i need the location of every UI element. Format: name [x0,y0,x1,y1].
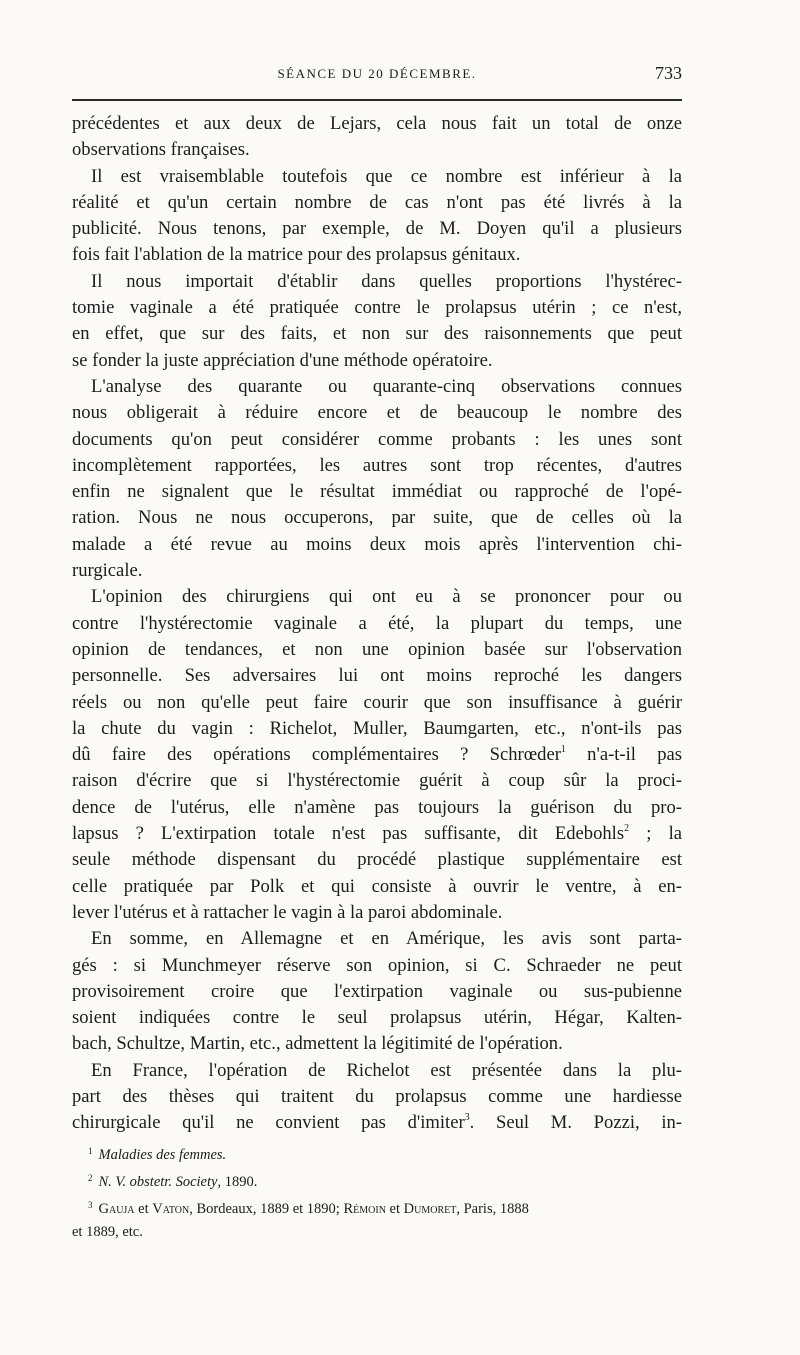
running-head: SÉANCE DU 20 DÉCEMBRE. [277,66,477,81]
text-line: contre l'hystérectomie vaginale a été, la plupart du temps, une [72,612,682,634]
text-line: gés : si Munchmeyer réserve son opinion, si C. Schraeder ne peut [72,954,682,976]
text-segment: lapsus ? L'extirpation totale n'est pas suffisante, dit Edebohls [72,823,625,845]
text-line: rurgicale. [72,560,143,582]
text-line: celle pratiquée par Polk et qui consiste à ouvrir le ventre, à en- [72,875,682,897]
text-line: réels ou non qu'elle peut faire courir que son insuffisance à guérir [72,691,682,713]
text-line: tomie vaginale a été pratiquée contre le prolapsus utérin ; ce n'est, [72,297,682,319]
page-number: 733 [655,63,682,83]
text-segment: n'a-t-il pas [565,744,682,766]
text-line: personnelle. Ses adversaires lui ont moins reproché les dangers [72,665,682,687]
text-line: observations françaises. [72,139,250,161]
text-line: L'opinion des chirurgiens qui ont eu à se prononcer pour ou [91,586,682,608]
text-line: incomplètement rapportées, les autres sont trop récentes, d'autres [72,454,682,476]
footnote-text: et [385,1201,404,1217]
footnote-ref: 3 [464,1112,470,1124]
footnote-text: , 1890. [217,1174,258,1190]
text-line: la chute du vagin : Richelot, Muller, Baumgarten, etc., n'ont-ils pas [72,717,682,739]
footnote-ref: 1 [560,743,566,755]
text-line: dence de l'utérus, elle n'amène pas toujours la guérison du pro- [72,796,682,818]
text-line: opinion de tendances, et non une opinion basée sur l'observation [72,638,682,660]
text-segment: . Seul M. Pozzi, in- [469,1112,682,1134]
text-line: publicité. Nous tenons, par exemple, de M. Doyen qu'il a plusieurs [72,218,682,240]
footnote-text: Maladies des femmes. [98,1147,227,1163]
body-text [72,111,682,1137]
footnote-text: et [134,1201,153,1217]
text-line: en effet, que sur des faits, et non sur des raisonnements que peut [72,323,682,345]
text-line: L'analyse des quarante ou quarante-cinq observations connues [91,375,682,397]
text-line: seule méthode dispensant du procédé plastique supplémentaire est [72,849,682,871]
text-line: précédentes et aux deux de Lejars, cela nous fait un total de onze [72,113,682,134]
footnote-text: , Paris, 1888 [456,1201,529,1217]
footnote-2 [72,1167,682,1194]
text-line: lever l'utérus et à rattacher le vagin à la paroi abdominale. [72,901,503,923]
footnote-1 [72,1140,682,1167]
text-line: Il est vraisemblable toutefois que ce nombre est inférieur à la [91,165,682,187]
text-segment: ; la [629,823,682,845]
text-line [72,821,682,847]
footnote-text: N. V. obstetr. Society [98,1174,218,1190]
text-line: réalité et qu'un certain nombre de cas n'ont pas été livrés à la [72,191,682,213]
footnotes [72,1140,682,1244]
text-line: En France, l'opération de Richelot est présentée dans la plu- [91,1059,682,1081]
text-line: En somme, en Allemagne et en Amérique, les avis sont parta- [91,928,682,950]
author-name: Rémoin [343,1201,386,1217]
footnote-mark: 3 [88,1200,93,1210]
text-line: fois fait l'ablation de la matrice pour des prolapsus génitaux. [72,244,521,266]
text-line: raison d'écrire que si l'hystérectomie guérit à coup sûr la proci- [72,770,682,792]
text-line: provisoirement croire que l'extirpation vaginale ou sus-pubienne [72,980,682,1002]
text-line: ration. Nous ne nous occuperons, par suite, que de celles où la [72,507,682,529]
page-header [72,64,682,88]
footnote-3-cont: et 1889, etc. [72,1224,143,1240]
footnote-mark: 2 [88,1173,93,1183]
text-line: documents qu'on peut considérer comme probants : les unes sont [72,428,682,450]
text-line: part des thèses qui traitent du prolapsus comme une hardiesse [72,1085,682,1107]
text-line: nous obligerait à réduire encore et de beaucoup le nombre des [72,402,682,424]
text-line [72,742,682,768]
text-line: malade a été revue au moins deux mois après l'intervention chi- [72,533,682,555]
author-name: Dumoret [403,1201,457,1217]
text-line: se fonder la juste appréciation d'une méthode opératoire. [72,349,493,371]
footnote-3 [72,1194,682,1221]
author-name: Vaton [152,1201,190,1217]
text-segment: chirurgicale qu'il ne convient pas d'imiter [72,1112,465,1134]
author-name: Gauja [98,1201,135,1217]
text-line: bach, Schultze, Martin, etc., admettent la légitimité de l'opération. [72,1033,563,1055]
text-line: soient indiquées contre le seul prolapsus utérin, Hégar, Kalten- [72,1007,682,1029]
text-line: enfin ne signalent que le résultat immédiat ou rapproché de l'opé- [72,481,682,503]
header-rule [72,99,682,101]
text-segment: dû faire des opérations complémentaires ? Schrœder [72,744,561,766]
footnote-text: , Bordeaux, 1889 et 1890; [189,1201,344,1217]
text-line: Il nous importait d'établir dans quelles proportions l'hystérec- [91,270,682,292]
footnote-mark: 1 [88,1146,93,1156]
text-line [72,1110,682,1136]
footnote-ref: 2 [624,822,630,834]
